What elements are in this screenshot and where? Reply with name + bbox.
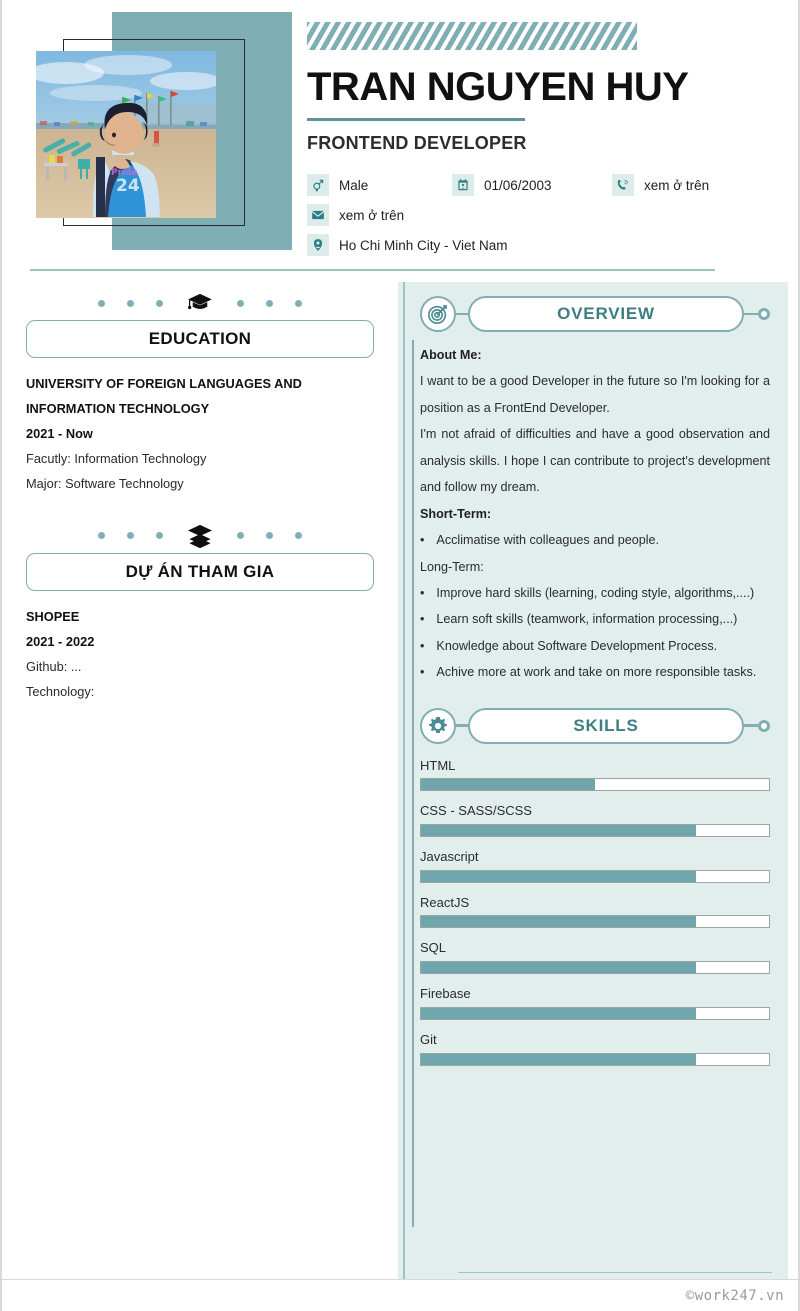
- contact-dob-label: 01/06/2003: [484, 177, 552, 193]
- skill-row: [420, 1028, 770, 1066]
- long-term-item: [420, 659, 770, 685]
- skill-progress-track: [420, 961, 770, 974]
- job-title: FRONTEND DEVELOPER: [307, 133, 527, 153]
- skill-progress-track: [420, 1053, 770, 1066]
- panel-rail-inner: [412, 340, 414, 1227]
- stripe-decoration: [307, 22, 637, 50]
- long-term-item: [420, 606, 770, 632]
- skill-progress-track: [420, 778, 770, 791]
- section-pill-overview: [468, 296, 744, 332]
- panel-rail-outer: [403, 282, 405, 1283]
- decorative-dot: [295, 532, 302, 539]
- skill-row: [420, 799, 770, 837]
- education-major: Major: Software Technology: [26, 475, 184, 491]
- section-header-skills: [420, 708, 770, 744]
- skill-progress-track: [420, 824, 770, 837]
- section-title-education: EDUCATION: [148, 329, 252, 348]
- gear-icon: [420, 708, 456, 744]
- section-title-overview: OVERVIEW: [557, 304, 655, 323]
- long-term-item-text: Achive more at work and take on more responsible tasks.: [436, 665, 757, 680]
- contact-email-label: xem ở trên: [339, 207, 405, 223]
- skill-progress-fill: [421, 916, 696, 927]
- contact-row: [307, 234, 727, 256]
- decorative-dot: [127, 532, 134, 539]
- short-term-item-text: Acclimatise with colleagues and people.: [436, 533, 660, 548]
- bullet-glyph: •: [420, 585, 425, 600]
- decorative-dot: [127, 300, 134, 307]
- skill-row: [420, 754, 770, 792]
- header-right: [307, 0, 780, 264]
- skill-label: HTML: [420, 757, 456, 773]
- about-me-label: About Me:: [420, 348, 482, 362]
- education-entry: [26, 372, 374, 497]
- contact-location-label: Ho Chi Minh City - Viet Nam: [339, 237, 508, 253]
- about-me-paragraph: I want to be a good Developer in the future so I'm looking for a position as a FrontEnd Developer.: [420, 374, 770, 415]
- skill-row: [420, 936, 770, 974]
- bullet-glyph: •: [420, 612, 425, 627]
- panel-bottom-rule: [458, 1272, 772, 1273]
- contact-location: [307, 234, 508, 256]
- endcap-line: [744, 724, 758, 726]
- title-underline: [307, 118, 525, 121]
- decorative-dot: [98, 300, 105, 307]
- watermark: ©work247.vn: [685, 1287, 784, 1304]
- contact-gender-label: Male: [339, 177, 369, 193]
- decorative-dot: [156, 300, 163, 307]
- skill-row: [420, 891, 770, 929]
- section-endcap: [744, 720, 770, 732]
- endcap-dot: [758, 308, 770, 320]
- svg-text:Pride: Pride: [111, 168, 138, 178]
- contact-phone-label: xem ở trên: [644, 177, 710, 193]
- skill-row: [420, 982, 770, 1020]
- skill-progress-fill: [421, 1008, 696, 1019]
- left-column: [2, 278, 398, 1311]
- skill-label: CSS - SASS/SCSS: [420, 803, 532, 819]
- contact-row: [307, 174, 727, 196]
- target-icon: [420, 296, 456, 332]
- education-institution: UNIVERSITY OF FOREIGN LANGUAGES AND INFORMATION TECHNOLOGY: [26, 376, 302, 416]
- svg-text:24: 24: [116, 176, 140, 196]
- skill-progress-track: [420, 1007, 770, 1020]
- section-header-overview: [420, 296, 770, 332]
- section-header-projects: [26, 553, 374, 591]
- project-github: Github: ...: [26, 658, 82, 674]
- overview-body: [420, 342, 770, 686]
- skill-label: ReactJS: [420, 894, 470, 910]
- short-term-label: Short-Term:: [420, 506, 492, 521]
- cv-header: [2, 0, 798, 276]
- header-divider: [30, 269, 715, 271]
- email-icon: [307, 204, 329, 226]
- education-dates: 2021 - Now: [26, 425, 93, 441]
- skill-label: SQL: [420, 940, 447, 956]
- decorative-dot: [237, 300, 244, 307]
- education-faculty: Facutly: Information Technology: [26, 450, 207, 466]
- phone-icon: [612, 174, 634, 196]
- contact-list: [307, 174, 727, 256]
- short-term-item: [420, 527, 770, 553]
- connector-line: [456, 724, 468, 726]
- project-technology: Technology:: [26, 683, 95, 699]
- skill-progress-fill: [421, 825, 696, 836]
- about-me-paragraph: I'm not afraid of difficulties and have a good observation and analysis skills. I hope I can contribute to project's development and follow my dream.: [420, 427, 770, 495]
- skill-progress-track: [420, 915, 770, 928]
- section-title-skills: SKILLS: [573, 715, 639, 735]
- skills-section: [420, 708, 770, 1066]
- calendar-icon: [452, 174, 474, 196]
- education-dot-row: [26, 286, 374, 320]
- skill-progress-fill: [421, 871, 696, 882]
- graduation-cap-icon: [185, 293, 215, 313]
- layers-icon: [185, 524, 215, 548]
- bullet-glyph: •: [420, 638, 425, 653]
- skill-row: [420, 845, 770, 883]
- section-title-projects: DỰ ÁN THAM GIA: [125, 561, 275, 581]
- skills-list: [420, 754, 770, 1066]
- long-term-item-text: Knowledge about Software Development Process.: [436, 638, 718, 653]
- skill-label: Firebase: [420, 986, 471, 1002]
- skill-progress-fill: [421, 779, 595, 790]
- contact-dob: [452, 174, 612, 196]
- long-term-item-text: Improve hard skills (learning, coding style, algorithms,....): [436, 585, 755, 600]
- project-entry: [26, 605, 374, 705]
- page-footer: [2, 1279, 798, 1311]
- cv-body: [2, 278, 798, 1311]
- connector-line: [456, 313, 468, 315]
- skill-label: Git: [420, 1031, 437, 1047]
- skill-progress-fill: [421, 962, 696, 973]
- location-icon: [307, 234, 329, 256]
- long-term-label: Long-Term:: [420, 559, 484, 574]
- contact-phone: [612, 174, 709, 196]
- bullet-glyph: •: [420, 665, 425, 680]
- right-column: [398, 282, 788, 1283]
- project-dates: 2021 - 2022: [26, 633, 95, 649]
- decorative-dot: [295, 300, 302, 307]
- decorative-dot: [237, 532, 244, 539]
- decorative-dot: [266, 532, 273, 539]
- skill-progress-fill: [421, 1054, 696, 1065]
- endcap-dot: [758, 720, 770, 732]
- decorative-dot: [156, 532, 163, 539]
- contact-row: [307, 204, 727, 226]
- endcap-line: [744, 313, 758, 315]
- long-term-item: [420, 580, 770, 606]
- section-header-education: [26, 320, 374, 358]
- bullet-glyph: •: [420, 533, 425, 548]
- section-pill-skills: [468, 708, 744, 744]
- decorative-dot: [98, 532, 105, 539]
- contact-email: [307, 204, 404, 226]
- photo-block: [30, 8, 295, 258]
- long-term-item-text: Learn soft skills (teamwork, information processing,...): [436, 612, 738, 627]
- skill-label: Javascript: [420, 849, 479, 865]
- skill-progress-track: [420, 870, 770, 883]
- project-name: SHOPEE: [26, 608, 80, 624]
- section-endcap: [744, 308, 770, 320]
- gender-icon: [307, 174, 329, 196]
- decorative-dot: [266, 300, 273, 307]
- projects-dot-row: [26, 519, 374, 553]
- page-title: TRAN NGUYEN HUY: [307, 65, 689, 109]
- avatar: [36, 51, 216, 218]
- long-term-item: [420, 633, 770, 659]
- contact-gender: [307, 174, 452, 196]
